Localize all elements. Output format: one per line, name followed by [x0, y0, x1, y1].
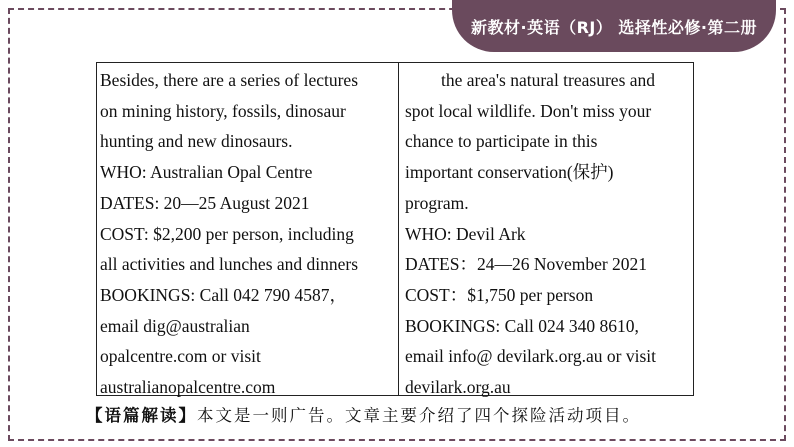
right-line: program.: [405, 192, 469, 213]
passage-analysis-note: [86, 402, 726, 426]
frame-border-right: [784, 8, 786, 441]
passage-analysis-text: 本文是一则广告。文章主要介绍了四个探险活动项目。: [197, 406, 641, 425]
header-badge: [452, 0, 776, 52]
left-line: on mining history, fossils, dinosaur: [100, 100, 346, 121]
right-line: devilark.org.au: [405, 377, 511, 398]
right-line: WHO: Devil Ark: [405, 223, 526, 244]
left-line: DATES: 20—25 August 2021: [100, 192, 310, 213]
left-line: email dig@australian: [100, 315, 250, 336]
right-line: COST：$1,750 per person: [405, 284, 594, 305]
left-line: australianopalcentre.com: [100, 377, 276, 398]
left-line: all activities and lunches and dinners: [100, 254, 359, 275]
right-line: the area's natural treasures and: [441, 70, 656, 90]
left-line: opalcentre.com or visit: [100, 346, 261, 367]
content-table: [96, 62, 694, 396]
header-title: 新教材·英语（RJ） 选择性必修·第二册: [470, 17, 757, 37]
right-column: [399, 63, 693, 398]
left-line: WHO: Australian Opal Centre: [100, 162, 313, 183]
left-line: COST: $2,200 per person, including: [100, 223, 354, 244]
passage-analysis-tag: 【语篇解读】: [86, 406, 197, 425]
frame-border-bottom: [8, 439, 786, 441]
right-line: email info@ devilark.org.au or visit: [405, 346, 657, 367]
left-line: hunting and new dinosaurs.: [100, 131, 293, 152]
right-line: chance to participate in this: [405, 131, 598, 152]
right-line: important conservation(保护): [405, 162, 614, 183]
left-column: [97, 63, 399, 398]
left-line: Besides, there are a series of lectures: [100, 70, 359, 90]
right-line: DATES：24—26 November 2021: [405, 254, 648, 275]
right-line: BOOKINGS: Call 024 340 8610,: [405, 315, 639, 336]
right-line: spot local wildlife. Don't miss your: [405, 100, 652, 121]
frame-border-left: [8, 8, 10, 441]
left-line: BOOKINGS: Call 042 790 4587，: [100, 284, 347, 305]
